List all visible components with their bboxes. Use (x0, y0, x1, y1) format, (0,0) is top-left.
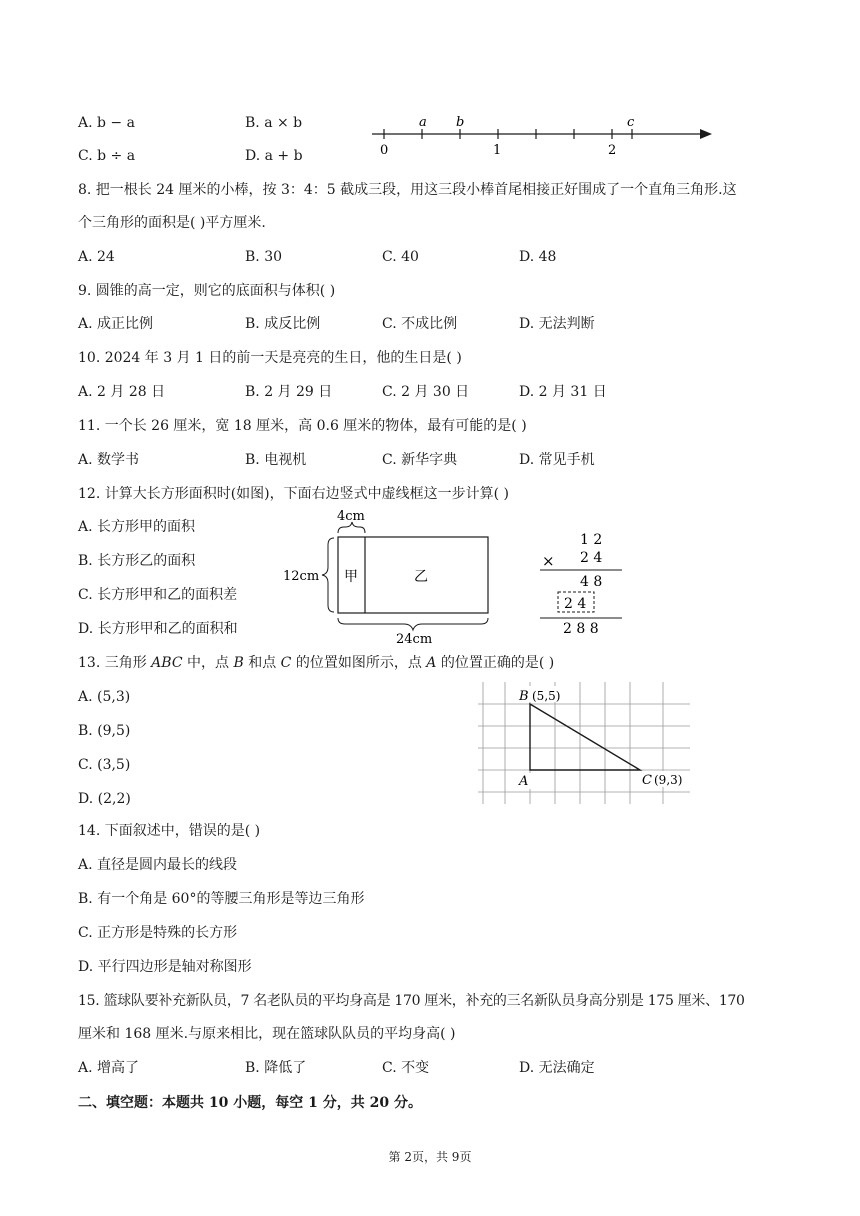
numberline-label-0: 0 (380, 143, 389, 158)
q14-option-d: D. 平行四边形是轴对称图形 (78, 959, 252, 975)
calc-times: × (542, 552, 555, 570)
q8-stem-line2: 个三角形的面积是( )平方厘米. (78, 215, 266, 231)
calc-row3: 4 8 (580, 574, 603, 590)
numberline-label-1: 1 (493, 143, 502, 158)
q14-option-c: C. 正方形是特殊的长方形 (78, 925, 238, 941)
q15-stem-line1: 15. 篮球队要补充新队员，7 名老队员的平均身高是 170 厘米，补充的三名新队员身高分别是 175 厘米、170 (78, 993, 745, 1009)
q14-option-b: B. 有一个角是 60°的等腰三角形是等边三角形 (78, 891, 365, 907)
q10-option-b: B. 2 月 29 日 (245, 384, 333, 400)
q7-option-d: D. a + b (245, 148, 303, 164)
q11-stem: 11. 一个长 26 厘米，宽 18 厘米，高 0.6 厘米的物体，最有可能的是( ) (78, 418, 527, 434)
q10-option-c: C. 2 月 30 日 (382, 384, 470, 400)
calc-row1: 1 2 (580, 532, 603, 548)
coordinate-grid-figure (478, 680, 698, 810)
q9-stem: 9. 圆锥的高一定，则它的底面积与体积( ) (78, 283, 336, 299)
q11-option-c: C. 新华字典 (382, 452, 458, 468)
q8-stem-line1: 8. 把一根长 24 厘米的小棒，按 3：4：5 截成三段，用这三段小棒首尾相接正好围成了一个直角三角形.这 (78, 182, 737, 198)
q8-option-b: B. 30 (245, 249, 283, 265)
q7-option-a: A. b − a (78, 115, 135, 131)
vertical-multiplication (532, 526, 632, 638)
q12-option-c: C. 长方形甲和乙的面积差 (78, 587, 238, 603)
label-12cm: 12cm (283, 569, 320, 584)
q15-option-c: C. 不变 (382, 1060, 430, 1076)
label-jia: 甲 (344, 569, 358, 585)
q12-option-b: B. 长方形乙的面积 (78, 553, 196, 569)
q15-option-d: D. 无法确定 (519, 1060, 595, 1076)
point-b-coord: (5,5) (532, 689, 561, 703)
point-b-label: B (519, 689, 529, 704)
q8-option-a: A. 24 (78, 249, 115, 265)
calc-row4: 2 4 (564, 596, 587, 612)
section-2-heading: 二、填空题：本题共 10 小题，每空 1 分，共 20 分。 (78, 1095, 422, 1111)
q13-option-b: B. (9,5) (78, 723, 131, 739)
q13-option-a: A. (5,3) (78, 689, 131, 705)
calc-row2: 2 4 (580, 550, 603, 566)
calc-row5: 2 8 8 (563, 621, 599, 637)
q8-option-d: D. 48 (519, 249, 557, 265)
number-line-figure (366, 108, 716, 164)
q12-option-d: D. 长方形甲和乙的面积和 (78, 621, 238, 637)
numberline-label-c: c (627, 115, 635, 130)
point-c-label: C (642, 773, 652, 788)
q10-option-a: A. 2 月 28 日 (78, 384, 166, 400)
q11-option-b: B. 电视机 (245, 452, 307, 468)
q8-option-c: C. 40 (382, 249, 419, 265)
q9-option-b: B. 成反比例 (245, 316, 321, 332)
q14-stem: 14. 下面叙述中，错误的是( ) (78, 823, 261, 839)
q12-option-a: A. 长方形甲的面积 (78, 519, 196, 535)
q13-stem: 13. 三角形 ABC 中，点 B 和点 C 的位置如图所示，点 A 的位置正确的是( ) (78, 655, 555, 671)
q11-option-d: D. 常见手机 (519, 452, 595, 468)
point-c-coord: (9,3) (654, 773, 683, 787)
q9-option-c: C. 不成比例 (382, 316, 458, 332)
label-24cm: 24cm (396, 632, 433, 645)
triangle-abc (530, 704, 640, 770)
numberline-label-a: a (419, 115, 427, 130)
page-footer: 第 2页，共 9页 (388, 1150, 472, 1164)
q7-option-c: C. b ÷ a (78, 148, 136, 164)
q15-option-b: B. 降低了 (245, 1060, 307, 1076)
numberline-label-b: b (456, 115, 465, 130)
q13-option-d: D. (2,2) (78, 791, 131, 807)
q15-option-a: A. 增高了 (78, 1060, 140, 1076)
big-rectangle (338, 537, 488, 613)
q7-option-b: B. a × b (245, 115, 303, 131)
q13-option-c: C. (3,5) (78, 757, 131, 773)
q9-option-a: A. 成正比例 (78, 316, 154, 332)
q15-stem-line2: 厘米和 168 厘米.与原来相比，现在篮球队队员的平均身高( ) (78, 1026, 456, 1042)
rectangle-figure (282, 505, 497, 645)
numberline-label-2: 2 (608, 143, 617, 158)
q11-option-a: A. 数学书 (78, 452, 140, 468)
q12-stem: 12. 计算大长方形面积时(如图)，下面右边竖式中虚线框这一步计算( ) (78, 486, 510, 502)
label-yi: 乙 (414, 569, 428, 585)
label-4cm: 4cm (337, 509, 365, 524)
q10-option-d: D. 2 月 31 日 (519, 384, 607, 400)
q14-option-a: A. 直径是圆内最长的线段 (78, 857, 238, 873)
point-a-label: A (519, 774, 529, 789)
q10-stem: 10. 2024 年 3 月 1 日的前一天是亮亮的生日，他的生日是( ) (78, 350, 462, 366)
q9-option-d: D. 无法判断 (519, 316, 595, 332)
